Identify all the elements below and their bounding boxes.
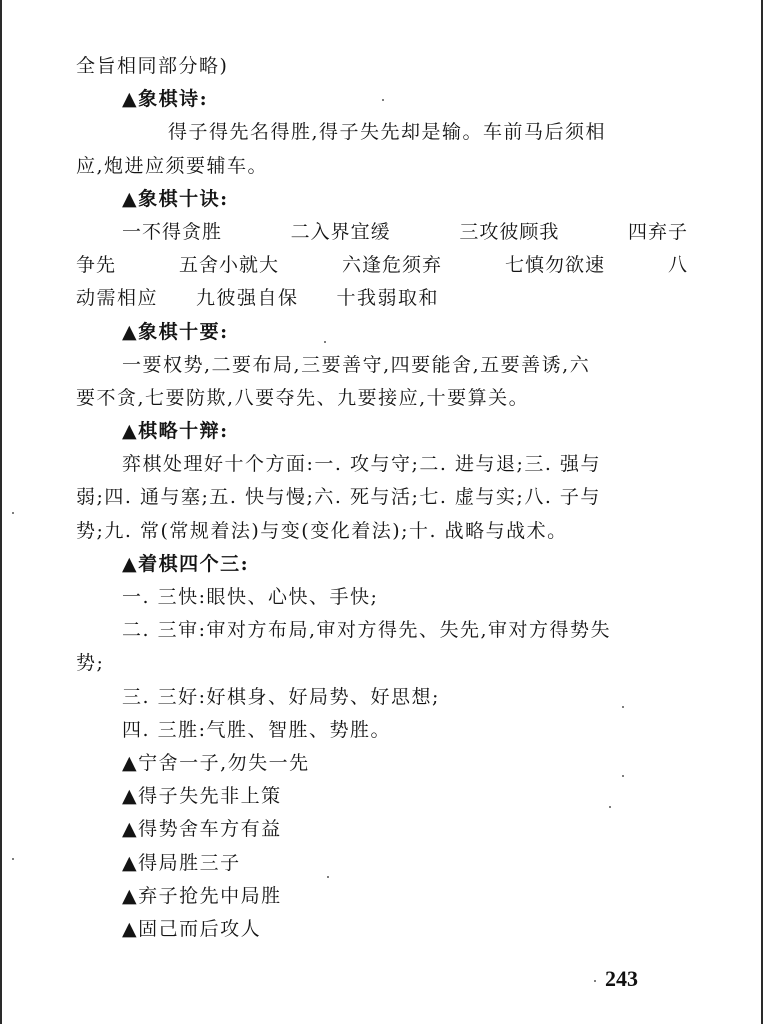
text-segment: 十我弱取和 [336, 287, 440, 310]
text-line: ▲得子失先非上策 [122, 785, 282, 808]
text-segment: 六逢危须弃 [341, 254, 442, 277]
scan-speck [324, 341, 326, 343]
scan-speck [622, 775, 624, 777]
text-segment: 七慎勿欲速 [504, 254, 605, 277]
text-line: 弱;四. 通与塞;五. 快与慢;六. 死与活;七. 虚与实;八. 子与 [76, 486, 601, 509]
scan-speck [327, 876, 329, 878]
text-segment: 争先 [76, 254, 117, 277]
text-line: ▲象棋十要: [122, 320, 229, 343]
text-line: ▲得局胜三子 [122, 851, 241, 874]
text-segment: 四弃子 [627, 220, 688, 243]
text-line: 得子得先名得胜,得子失先却是输。车前马后须相 [168, 121, 607, 144]
text-line: ▲固己而后攻人 [122, 917, 262, 940]
text-line: 三. 三好:好棋身、好局势、好思想; [122, 685, 440, 708]
text-line [76, 249, 688, 282]
text-line: 全旨相同部分略) [76, 55, 229, 77]
scan-speck [12, 858, 14, 860]
text-segment: 一不得贪胜 [122, 220, 223, 243]
text-line: ▲棋略十辩: [122, 420, 229, 443]
text-line [76, 282, 688, 315]
text-line: 弈棋处理好十个方面:一. 攻与守;二. 进与退;三. 强与 [122, 453, 601, 476]
text-line: 二. 三审:审对方布局,审对方得先、失先,审对方得势失 [122, 619, 612, 642]
text-line: ▲着棋四个三: [122, 552, 250, 575]
text-line: ▲得势舍车方有益 [122, 818, 282, 841]
text-line: 应,炮进应须要辅车。 [76, 154, 269, 177]
text-line: 四. 三胜:气胜、智胜、势胜。 [122, 718, 391, 741]
text-line: ▲宁舍一子,勿失一先 [122, 751, 310, 774]
scan-speck [382, 99, 384, 101]
text-segment: 九彼强自保 [196, 287, 299, 310]
text-line: 势; [76, 652, 105, 675]
scan-speck [12, 512, 14, 514]
text-line: ▲象棋诗: [122, 88, 209, 111]
text-line: 要不贪,七要防欺,八要夺先、九要接应,十要算关。 [76, 386, 530, 409]
text-segment: 八 [667, 254, 688, 277]
text-segment: 三攻彼顾我 [459, 220, 560, 243]
scan-speck [609, 806, 611, 808]
page-number: 243 [605, 966, 638, 991]
text-segment: 动需相应 [76, 287, 159, 310]
text-line: 一. 三快:眼快、心快、手快; [122, 586, 379, 608]
body-text [76, 50, 688, 946]
scan-speck [594, 980, 596, 982]
text-line: 势;九. 常(常规着法)与变(变化着法);十. 战略与战术。 [76, 519, 568, 542]
text-segment: 五舍小就大 [178, 254, 279, 277]
text-line: ▲象棋十诀: [122, 187, 229, 210]
text-segment: 二入界宜缓 [290, 220, 391, 243]
text-line [76, 216, 688, 249]
text-line: 一要权势,二要布局,三要善守,四要能舍,五要善诱,六 [122, 353, 591, 376]
text-line: ▲弃子抢先中局胜 [122, 884, 282, 907]
scan-speck [622, 706, 624, 708]
